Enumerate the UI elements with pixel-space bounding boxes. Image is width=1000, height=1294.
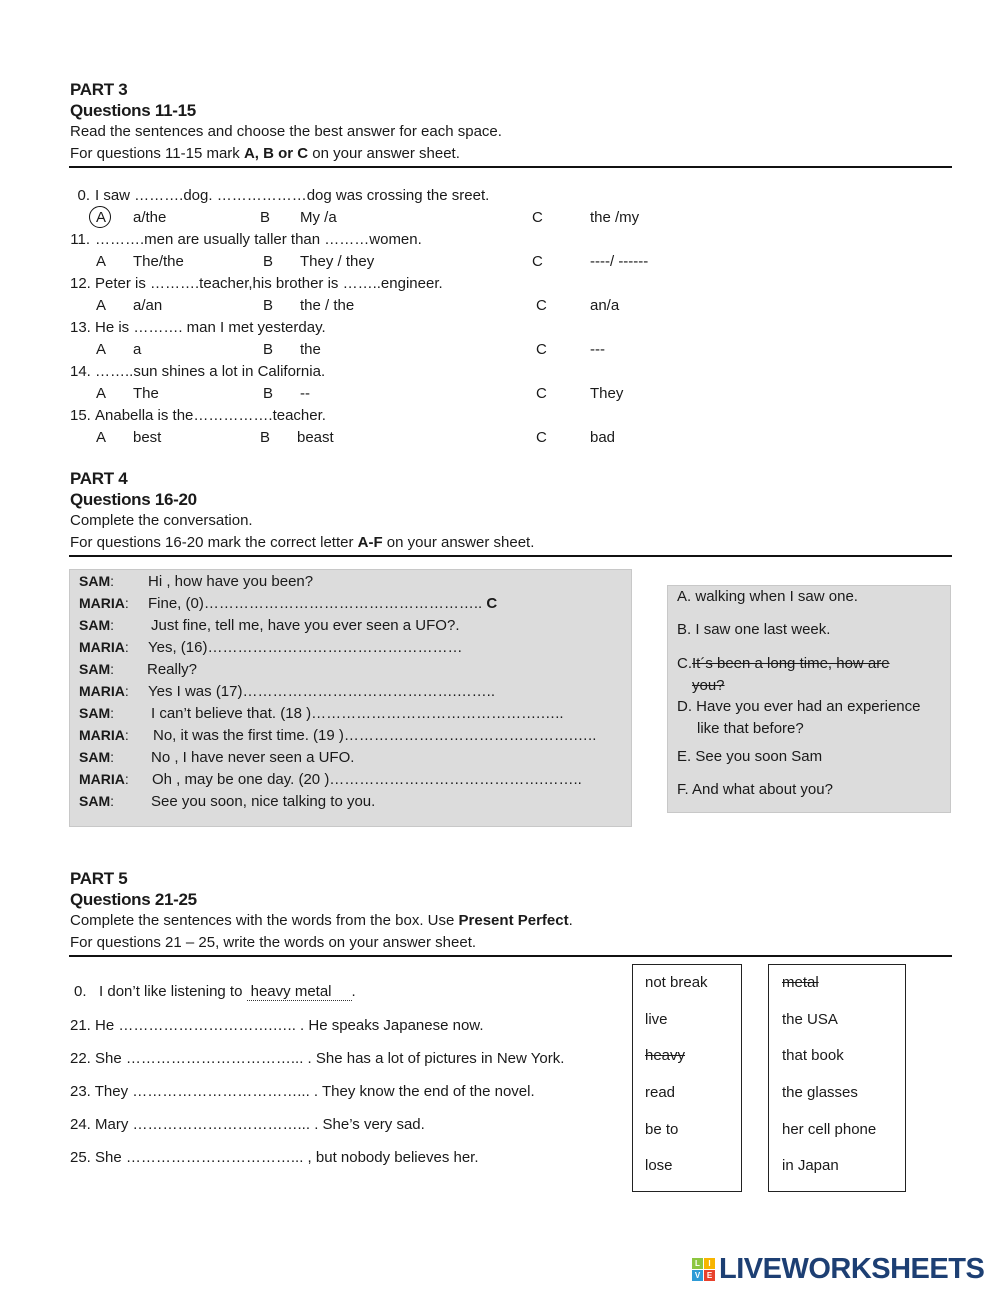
- option-letter: F.: [677, 781, 689, 798]
- divider: [69, 166, 952, 168]
- part3-instruction-2: [70, 145, 460, 162]
- option-b-letter[interactable]: B: [260, 209, 271, 226]
- option-c[interactable]: They: [590, 385, 624, 402]
- speaker-label: SAM:: [79, 661, 115, 677]
- option-text: Have you ever had an experience: [696, 698, 921, 715]
- option-a-letter[interactable]: A: [96, 253, 107, 270]
- answer-option[interactable]: [677, 588, 858, 605]
- speaker-label: SAM:: [79, 573, 115, 589]
- speaker-label: SAM:: [79, 617, 115, 633]
- question-text: I saw ……….dog. ………………dog was crossing the sreet.: [95, 187, 490, 204]
- dialogue-line: [148, 573, 313, 590]
- part4-instruction: Complete the conversation.: [70, 512, 253, 529]
- dialogue-line: [148, 595, 497, 612]
- option-c[interactable]: ----/ ------: [590, 253, 649, 270]
- instruction-bold: Present Perfect: [458, 912, 569, 929]
- part5-instruction-2: For questions 21 – 25, write the words on your answer sheet.: [70, 934, 477, 951]
- option-b-letter[interactable]: B: [263, 385, 274, 402]
- example-number: 0.: [74, 983, 87, 1000]
- logo-tiles-icon: [692, 1258, 715, 1281]
- option-b[interactable]: the / the: [300, 297, 355, 314]
- speaker-label: SAM:: [79, 793, 115, 809]
- speaker-label: MARIA:: [79, 771, 129, 787]
- dialogue-text: Yes, (16)……………………………………………: [148, 639, 463, 656]
- selected-answer-circle: [89, 206, 111, 228]
- option-text: And what about you?: [692, 781, 833, 798]
- word-box-noun: that book: [782, 1047, 844, 1064]
- instruction-text: For questions 16-20 mark the correct letter: [70, 534, 358, 551]
- speaker-label: SAM:: [79, 749, 115, 765]
- option-letter: D.: [677, 698, 692, 715]
- question-number: 0.: [77, 187, 90, 204]
- sentence-item: 24. Mary ……………………………... . She’s very sad.: [70, 1116, 425, 1133]
- question-number: 15.: [70, 407, 91, 424]
- option-c[interactable]: the /my: [590, 209, 640, 226]
- logo-tile: I: [704, 1258, 715, 1269]
- option-a-letter[interactable]: A: [96, 341, 107, 358]
- speaker-name: SAM: [79, 617, 111, 633]
- option-text: walking when I saw one.: [695, 588, 858, 605]
- option-a-letter[interactable]: A: [96, 209, 107, 226]
- word-box-verb: lose: [645, 1157, 673, 1174]
- option-b-letter[interactable]: B: [263, 341, 274, 358]
- word-box-noun: in Japan: [782, 1157, 839, 1174]
- liveworksheets-logo: [692, 1253, 984, 1286]
- option-b[interactable]: beast: [297, 429, 334, 446]
- word-box-verb: be to: [645, 1121, 679, 1138]
- part3-title: PART 3: [70, 80, 128, 99]
- option-a[interactable]: The/the: [133, 253, 184, 270]
- speaker-name: MARIA: [79, 683, 125, 699]
- option-a-letter[interactable]: A: [96, 385, 107, 402]
- option-text-continued: you?: [692, 677, 725, 694]
- question-number: 14.: [70, 363, 91, 380]
- question-text: Peter is ……….teacher,his brother is ……..engineer.: [95, 275, 443, 292]
- speaker-name: MARIA: [79, 771, 125, 787]
- sentence-item: 21. He ………………………….….. . He speaks Japanese now.: [70, 1017, 484, 1034]
- option-letter: B.: [677, 621, 692, 638]
- example-text: I don’t like listening to: [99, 983, 243, 1000]
- dialogue-line: [151, 749, 354, 766]
- option-a[interactable]: a/an: [133, 297, 163, 314]
- dialogue-line: [151, 617, 459, 634]
- option-c[interactable]: ---: [590, 341, 605, 358]
- word-box-verb: not break: [645, 974, 708, 991]
- answer-option[interactable]: [677, 781, 833, 798]
- dialogue-line: [147, 661, 197, 678]
- speaker-name: SAM: [79, 705, 111, 721]
- option-text: I saw one last week.: [695, 621, 831, 638]
- option-a[interactable]: a: [133, 341, 142, 358]
- part3-instruction: Read the sentences and choose the best answer for each space.: [70, 123, 502, 140]
- part3-subtitle: Questions 11-15: [70, 101, 196, 120]
- part4-instruction-2: [70, 534, 534, 551]
- dialogue-line: [151, 705, 564, 722]
- option-b[interactable]: My /a: [300, 209, 337, 226]
- example-end: .: [351, 983, 356, 1000]
- dialogue-line: [151, 793, 375, 810]
- speaker-label: SAM:: [79, 705, 115, 721]
- option-b-letter[interactable]: B: [260, 429, 271, 446]
- dialogue-text: I can’t believe that. (18 )……………………………………….…..: [151, 705, 564, 722]
- dialogue-text: No , I have never seen a UFO.: [151, 749, 355, 766]
- option-c-letter[interactable]: C: [532, 209, 543, 226]
- option-c[interactable]: bad: [590, 429, 616, 446]
- answer-option[interactable]: [677, 698, 920, 715]
- question-text: Anabella is the…………….teacher.: [95, 407, 326, 424]
- word-box-noun: the glasses: [782, 1084, 858, 1101]
- speaker-label: MARIA:: [79, 683, 129, 699]
- option-b[interactable]: the: [300, 341, 321, 358]
- speaker-name: MARIA: [79, 595, 125, 611]
- dialogue-text: Oh , may be one day. (20 )…………………………………….……..: [152, 771, 582, 788]
- sentence-item: 23. They ……………………………... . They know the end of the novel.: [70, 1083, 535, 1100]
- word-box-verb: heavy: [645, 1047, 686, 1064]
- option-text: It´s been a long time, how are: [692, 655, 890, 672]
- example-sentence: [74, 983, 356, 1000]
- logo-tile: E: [704, 1270, 715, 1281]
- dialogue-text: No, it was the first time. (19 )……………………………………….…..: [153, 727, 597, 744]
- option-a[interactable]: The: [133, 385, 159, 402]
- option-b-letter[interactable]: B: [263, 297, 274, 314]
- option-letter: C.: [677, 655, 692, 672]
- part5-instruction: [70, 912, 573, 929]
- option-c-letter[interactable]: C: [536, 429, 547, 446]
- part4-title: PART 4: [70, 469, 128, 488]
- speaker-name: SAM: [79, 749, 111, 765]
- dialogue-line: [152, 771, 582, 788]
- option-b-letter[interactable]: B: [263, 253, 274, 270]
- sentence-item: 22. She ……………………………... . She has a lot of pictures in New York.: [70, 1050, 565, 1067]
- question-text: ……..sun shines a lot in California.: [95, 363, 326, 380]
- speaker-name: MARIA: [79, 639, 125, 655]
- speaker-name: SAM: [79, 661, 111, 677]
- instruction-text: .: [568, 912, 573, 929]
- speaker-label: MARIA:: [79, 727, 129, 743]
- option-a[interactable]: a/the: [133, 209, 167, 226]
- logo-tile: V: [692, 1270, 703, 1281]
- question-text: ……….men are usually taller than ………women.: [95, 231, 422, 248]
- speaker-label: MARIA:: [79, 595, 129, 611]
- speaker-name: MARIA: [79, 727, 125, 743]
- question-text: He is ………. man I met yesterday.: [95, 319, 326, 336]
- option-text-continued: like that before?: [697, 720, 804, 737]
- option-text: See you soon Sam: [695, 748, 823, 765]
- speaker-label: MARIA:: [79, 639, 129, 655]
- example-answer-blank: heavy metal: [247, 983, 352, 1001]
- speaker-name: SAM: [79, 573, 111, 589]
- word-box-verb: live: [645, 1011, 668, 1028]
- part5-subtitle: Questions 21-25: [70, 890, 197, 909]
- dialogue-line: [153, 727, 596, 744]
- instruction-bold: A, B or C: [243, 145, 309, 162]
- option-b[interactable]: --: [300, 385, 310, 402]
- option-letter: E.: [677, 748, 692, 765]
- word-box-noun: her cell phone: [782, 1121, 877, 1138]
- answer-option[interactable]: [677, 621, 830, 638]
- divider: [69, 955, 952, 957]
- answer-option[interactable]: [677, 748, 822, 765]
- option-b[interactable]: They / they: [300, 253, 375, 270]
- word-box-verb: read: [645, 1084, 676, 1101]
- sentence-item: 25. She ……………………………... , but nobody believes her.: [70, 1149, 479, 1166]
- question-number: 11.: [70, 231, 90, 248]
- option-a[interactable]: best: [133, 429, 162, 446]
- instruction-text: on your answer sheet.: [308, 145, 460, 162]
- answer-option[interactable]: [677, 655, 890, 672]
- dialogue-text: Fine, (0)………………………………………………..: [148, 595, 483, 612]
- instruction-bold: A-F: [357, 534, 383, 551]
- part5-title: PART 5: [70, 869, 128, 888]
- question-number: 12.: [70, 275, 91, 292]
- speaker-name: SAM: [79, 793, 111, 809]
- dialogue-line: [148, 683, 495, 700]
- dialogue-text: Just fine, tell me, have you ever seen a UFO?.: [151, 617, 460, 634]
- logo-text: LIVEWORKSHEETS: [719, 1253, 985, 1285]
- option-a-letter[interactable]: A: [96, 297, 107, 314]
- option-c-letter[interactable]: C: [536, 385, 547, 402]
- option-c-letter[interactable]: C: [532, 253, 543, 270]
- dialogue-line: [148, 639, 462, 656]
- example-answer: C: [486, 595, 498, 612]
- dialogue-text: Really?: [147, 661, 198, 678]
- option-letter: A.: [677, 588, 692, 605]
- instruction-text: on your answer sheet.: [382, 534, 535, 551]
- part4-subtitle: Questions 16-20: [70, 490, 197, 509]
- instruction-text: For questions 11-15 mark: [70, 145, 244, 162]
- dialogue-text: See you soon, nice talking to you.: [151, 793, 376, 810]
- dialogue-text: Yes I was (17)…………………………………….……..: [148, 683, 495, 700]
- option-c[interactable]: an/a: [590, 297, 620, 314]
- option-c-letter[interactable]: C: [536, 341, 547, 358]
- word-box-noun: metal: [782, 974, 819, 991]
- option-a-letter[interactable]: A: [96, 429, 107, 446]
- option-c-letter[interactable]: C: [536, 297, 547, 314]
- question-number: 13.: [70, 319, 91, 336]
- instruction-text: Complete the sentences with the words from the box. Use: [70, 912, 459, 929]
- word-box-noun: the USA: [782, 1011, 838, 1028]
- logo-tile: L: [692, 1258, 703, 1269]
- divider: [69, 555, 952, 557]
- dialogue-text: Hi , how have you been?: [148, 573, 314, 590]
